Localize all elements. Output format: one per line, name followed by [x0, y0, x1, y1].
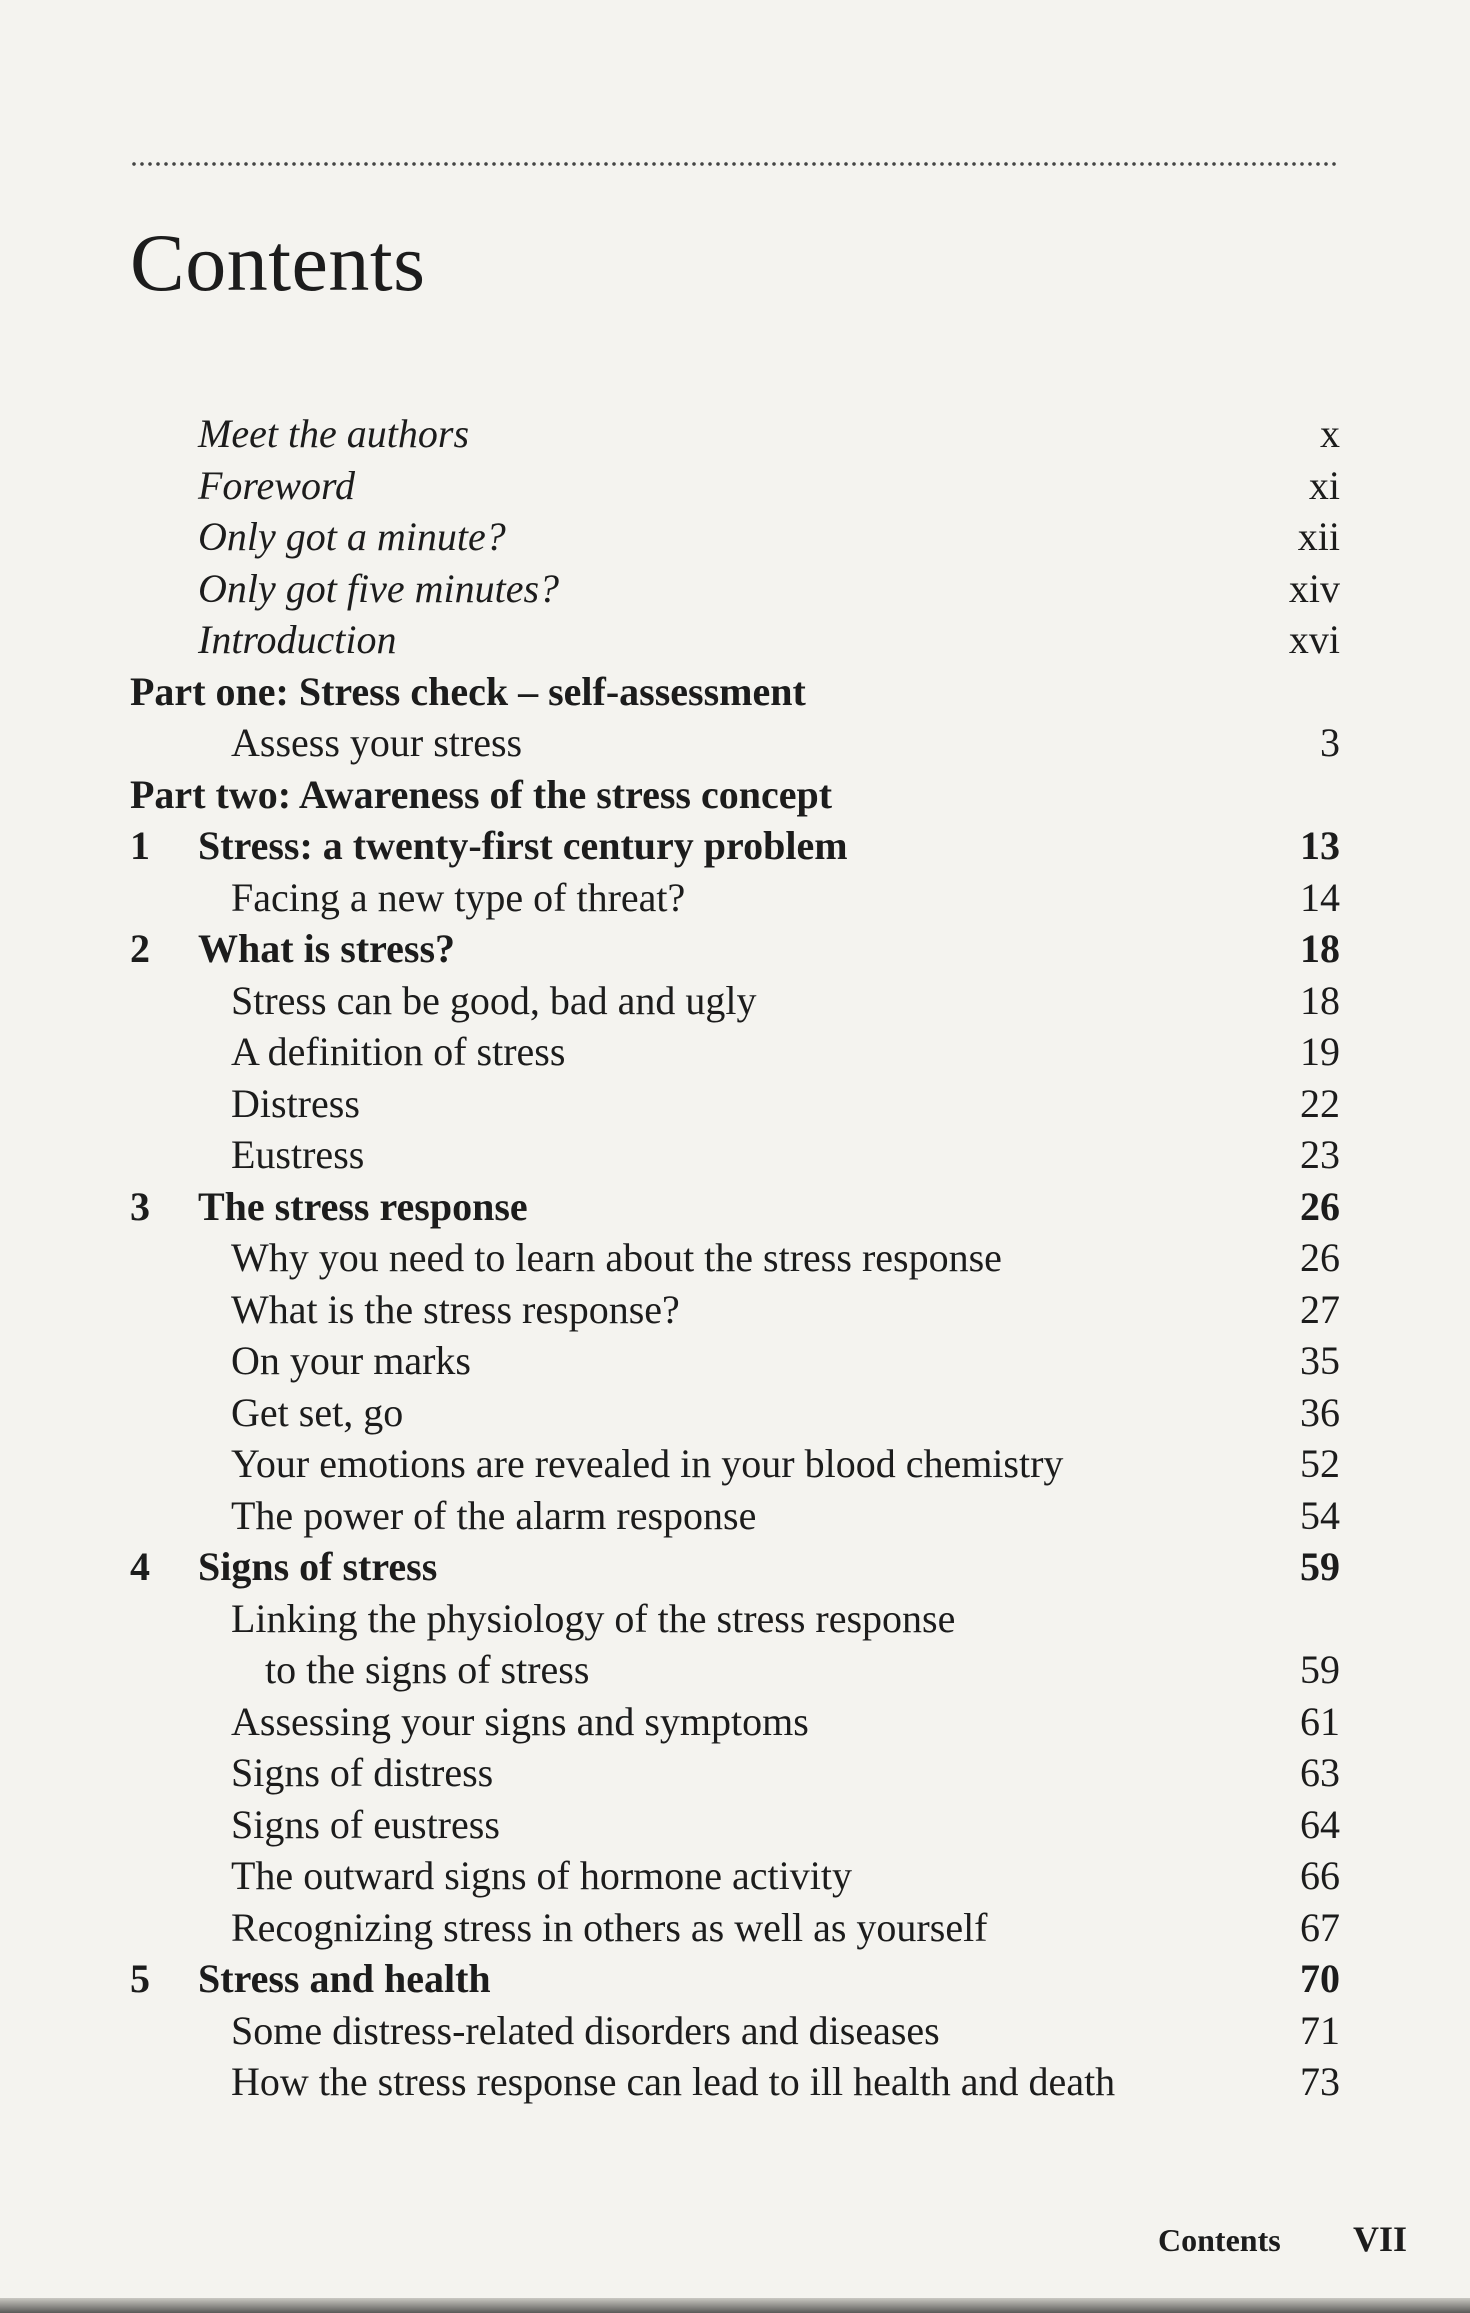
entry-title-text: Recognizing stress in others as well as yourself: [231, 1904, 988, 1950]
entry-title: [198, 614, 397, 666]
page-reference: 52: [1300, 1441, 1340, 1486]
page-reference: 22: [1300, 1080, 1340, 1126]
page-reference: 64: [1300, 1801, 1340, 1847]
toc-entry-section: [130, 1799, 1340, 1851]
footer-label: Contents: [1158, 2222, 1281, 2258]
toc-entry-section: [130, 975, 1340, 1027]
page-reference: 13: [1300, 823, 1340, 868]
page-reference: 27: [1300, 1286, 1340, 1332]
toc-entry-front: [130, 511, 1340, 563]
entry-title-text: Introduction: [198, 617, 397, 662]
page-reference: xvi: [1288, 617, 1340, 662]
entry-title-text: On your marks: [231, 1338, 471, 1383]
entry-title: [130, 666, 806, 718]
toc-entry-front: [130, 460, 1340, 512]
toc-entry-section: [130, 1696, 1340, 1748]
entry-title: [231, 1078, 360, 1130]
entry-title: [231, 1593, 955, 1696]
page-title: Contents: [130, 217, 426, 308]
entry-title-text: A definition of stress: [231, 1029, 566, 1074]
page-reference: 23: [1300, 1132, 1340, 1177]
entry-title: [231, 975, 756, 1027]
page-reference: 59: [1300, 1647, 1340, 1692]
page-reference: xii: [1297, 514, 1340, 559]
toc-entry-front: [130, 563, 1340, 615]
page-reference: 35: [1300, 1338, 1340, 1383]
toc-entry-section: [130, 2005, 1340, 2057]
table-of-contents: [130, 408, 1340, 2108]
toc-entry-section: [130, 1078, 1340, 1130]
entry-title-text: Why you need to learn about the stress response: [231, 1235, 1002, 1280]
page-reference: 54: [1300, 1492, 1340, 1538]
page-reference: 18: [1300, 977, 1340, 1023]
chapter-number: 2: [130, 926, 150, 971]
toc-entry-section: [130, 1026, 1340, 1078]
entry-title-text: Only got a minute?: [198, 514, 506, 559]
entry-title-text: How the stress response can lead to ill health and death: [231, 2059, 1116, 2104]
page-reference: xiv: [1288, 565, 1340, 611]
entry-title-text: The outward signs of hormone activity: [231, 1853, 852, 1898]
entry-title: [130, 769, 832, 821]
toc-entry-section: [130, 1593, 1340, 1696]
entry-title-text: Part one: Stress check – self-assessment: [130, 668, 806, 714]
page-reference: 26: [1300, 1235, 1340, 1280]
entry-title-text: Foreword: [198, 462, 356, 508]
entry-title-text: Stress and health: [198, 1956, 491, 2001]
entry-title: [231, 717, 522, 769]
entry-title-text: Assess your stress: [231, 720, 523, 765]
toc-entry-part: [130, 666, 1340, 718]
chapter-number: 4: [130, 1544, 150, 1589]
entry-title: [231, 1026, 565, 1078]
toc-entry-section: [130, 717, 1340, 769]
page-reference: 63: [1300, 1750, 1340, 1795]
entry-title: [231, 2005, 940, 2057]
entry-title: [231, 1438, 1063, 1490]
toc-entry-section: [130, 1490, 1340, 1542]
entry-title: [231, 1902, 988, 1954]
entry-title: [231, 1850, 852, 1902]
entry-title: [231, 1232, 1002, 1284]
toc-entry-section: [130, 1387, 1340, 1439]
entry-title-text: What is stress?: [198, 926, 456, 971]
toc-entry-chapter: [130, 1541, 1340, 1593]
chapter-number: 5: [130, 1956, 150, 2001]
entry-title-text: Only got five minutes?: [198, 565, 560, 611]
toc-entry-chapter: [130, 1953, 1340, 2005]
entry-title: [231, 1284, 680, 1336]
entry-title: [198, 1181, 528, 1233]
toc-entry-front: [130, 408, 1340, 460]
entry-title-text: Assessing your signs and symptoms: [231, 1698, 809, 1744]
entry-title: [231, 1799, 500, 1851]
entry-title: [198, 511, 506, 563]
entry-title-text: The power of the alarm response: [231, 1492, 757, 1538]
entry-title-text: Some distress-related disorders and diseases: [231, 2007, 940, 2053]
entry-title-text: Facing a new type of threat?: [231, 874, 686, 920]
entry-title: [231, 1490, 756, 1542]
entry-title-text: Distress: [231, 1080, 360, 1126]
toc-entry-section: [130, 1438, 1340, 1490]
page-reference: 70: [1300, 1956, 1340, 2001]
page-reference: 59: [1300, 1544, 1340, 1589]
entry-title-text: Signs of distress: [231, 1750, 494, 1795]
page-bottom-edge: [0, 2298, 1470, 2313]
page-reference: 71: [1300, 2007, 1340, 2053]
toc-entry-section: [130, 1284, 1340, 1336]
page-reference: x: [1320, 411, 1340, 456]
entry-title-text: Your emotions are revealed in your blood chemistry: [231, 1441, 1064, 1486]
entry-title: [198, 1953, 491, 2005]
entry-title-text: Part two: Awareness of the stress concept: [130, 771, 833, 817]
entry-title-text: Stress: a twenty-first century problem: [198, 823, 848, 868]
page-reference: 73: [1300, 2059, 1340, 2104]
toc-entry-part: [130, 769, 1340, 821]
toc-entry-section: [130, 1850, 1340, 1902]
entry-title: [231, 1387, 403, 1439]
entry-title-text: Linking the physiology of the stress response: [231, 1595, 956, 1641]
page-reference: 19: [1300, 1029, 1340, 1074]
running-footer: [0, 2219, 1470, 2272]
entry-title: [198, 563, 559, 615]
toc-entry-section: [130, 1747, 1340, 1799]
toc-entry-section: [130, 2056, 1340, 2108]
entry-title-text: Get set, go: [231, 1389, 404, 1435]
entry-title: [231, 1747, 493, 1799]
toc-entry-section: [130, 1232, 1340, 1284]
toc-entry-section: [130, 1335, 1340, 1387]
entry-title: [198, 460, 355, 512]
entry-title-text: What is the stress response?: [231, 1286, 680, 1332]
entry-title-text: Meet the authors: [198, 411, 470, 456]
page-reference: 67: [1300, 1904, 1340, 1950]
page-reference: 61: [1300, 1698, 1340, 1744]
page-reference: 36: [1300, 1389, 1340, 1435]
toc-entry-section: [130, 872, 1340, 924]
entry-title: [198, 923, 455, 975]
entry-title-text: Signs of stress: [198, 1544, 438, 1589]
toc-entry-chapter: [130, 820, 1340, 872]
page-number: VII: [1353, 2219, 1408, 2259]
page-reference: xi: [1308, 462, 1340, 508]
entry-title: [231, 1129, 364, 1181]
entry-title-text: Signs of eustress: [231, 1801, 500, 1847]
entry-title: [231, 1696, 809, 1748]
page-reference: 14: [1300, 874, 1340, 920]
page-reference: 3: [1320, 720, 1340, 765]
entry-title-text: The stress response: [198, 1183, 528, 1229]
chapter-number: 3: [130, 1183, 150, 1229]
entry-title-continuation: to the signs of stress: [265, 1647, 590, 1692]
toc-entry-section: [130, 1129, 1340, 1181]
toc-entry-front: [130, 614, 1340, 666]
page-reference: 18: [1300, 926, 1340, 971]
dotted-rule: [130, 161, 1340, 167]
entry-title-text: Stress can be good, bad and ugly: [231, 977, 757, 1023]
entry-title: [231, 872, 685, 924]
toc-entry-chapter: [130, 923, 1340, 975]
toc-entry-chapter: [130, 1181, 1340, 1233]
entry-title: [231, 2056, 1115, 2108]
entry-title-text: Eustress: [231, 1132, 365, 1177]
toc-entry-section: [130, 1902, 1340, 1954]
chapter-number: 1: [130, 823, 150, 868]
entry-title: [231, 1335, 471, 1387]
page-reference: 66: [1300, 1853, 1340, 1898]
entry-title: [198, 820, 848, 872]
entry-title: [198, 1541, 437, 1593]
page-reference: 26: [1300, 1183, 1340, 1229]
entry-title: [198, 408, 469, 460]
